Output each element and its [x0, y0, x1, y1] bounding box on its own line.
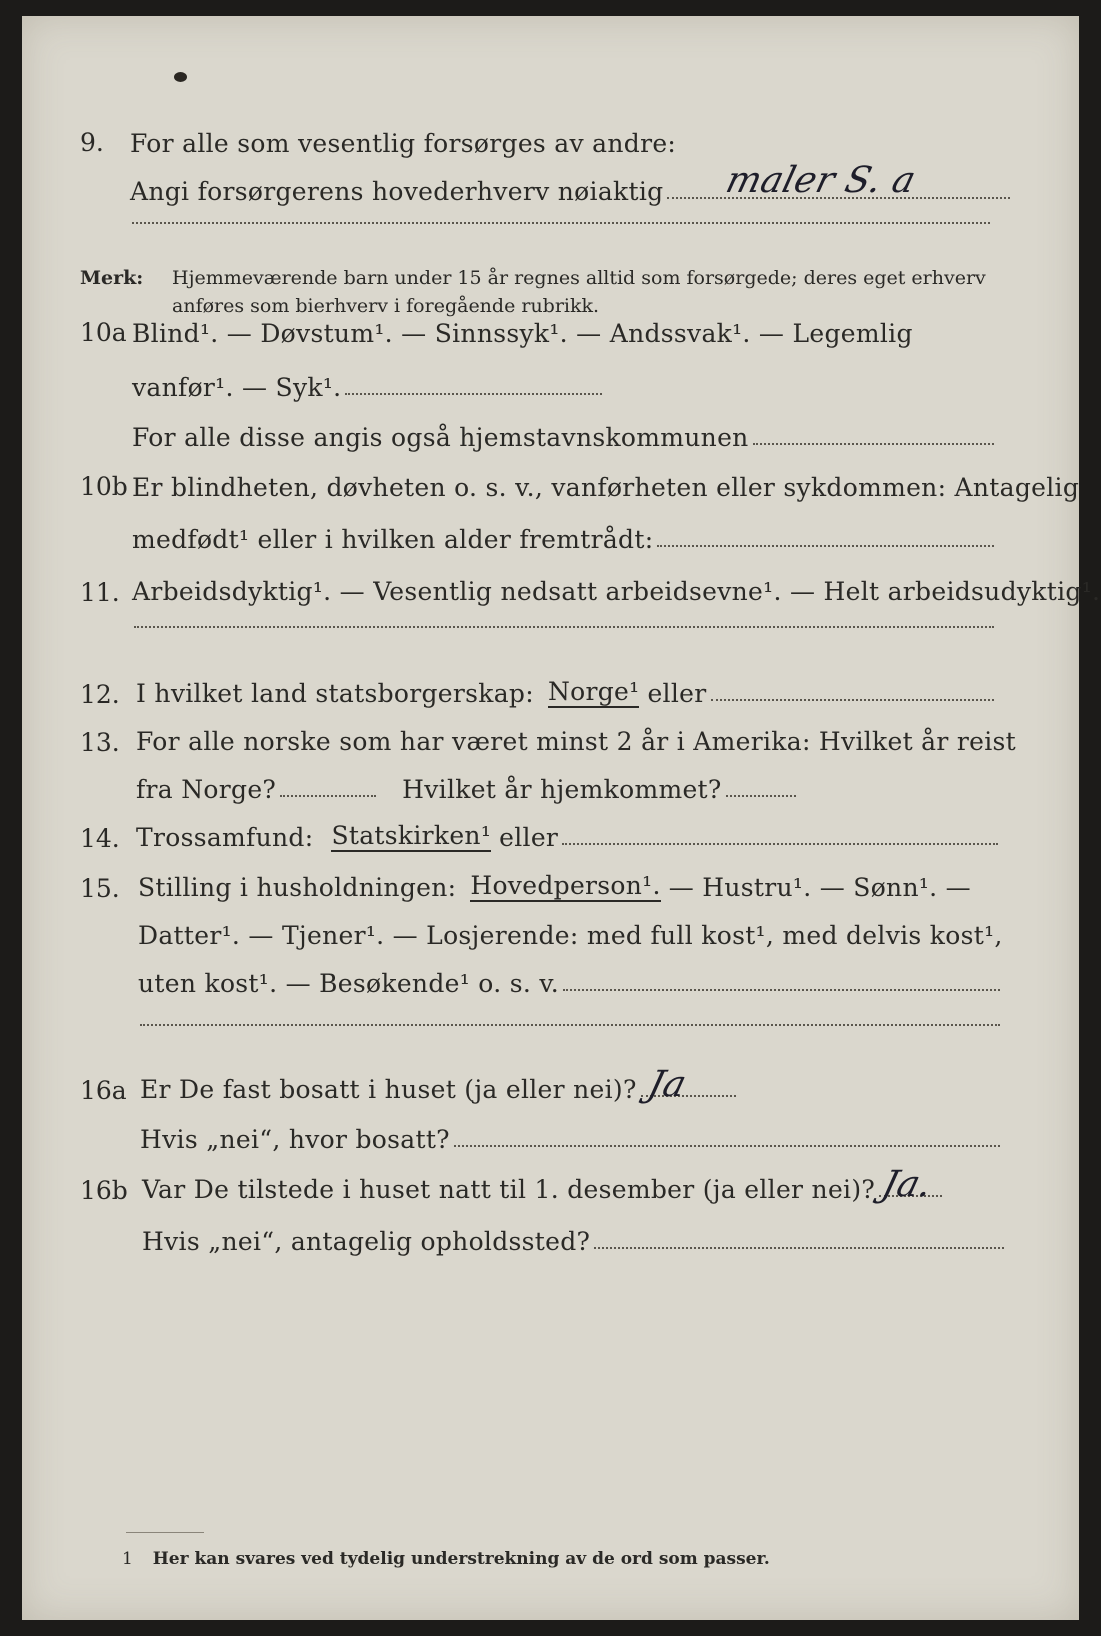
q12-eller: eller: [647, 679, 707, 708]
q10b-line1-text: Er blindheten, døvheten o. s. v., vanførheten eller sykdommen: Antagelig: [132, 473, 1080, 502]
q14-question: Trossamfund:: [136, 823, 314, 852]
q15-question: Stilling i husholdningen:: [138, 873, 457, 902]
q10a-line1-text: Blind¹. — Døvstum¹. — Sinnssyk¹. — Andssvak¹. — Legemlig: [132, 319, 913, 348]
q16b-line1: [142, 1162, 942, 1204]
q16a-line1: [140, 1062, 736, 1104]
footnote: [122, 1549, 770, 1569]
q11-line1-text: Arbeidsdyktig¹. — Vesentlig nedsatt arbeidsevne¹. — Helt arbeidsudyktig¹.: [132, 577, 1101, 606]
q11-number: 11.: [80, 578, 120, 607]
merk-label: Merk:: [80, 267, 144, 289]
q15-line2-text: Datter¹. — Tjener¹. — Losjerende: med full kost¹, med delvis kost¹,: [138, 921, 1003, 950]
q13-reist-line[interactable]: [280, 795, 376, 797]
q15-line2: [138, 908, 1018, 950]
q10a-syk-line[interactable]: [345, 393, 602, 395]
q9-number: 9.: [80, 128, 104, 157]
q11-line1: [132, 564, 1101, 606]
census-form-page: [22, 16, 1101, 1620]
q10b-answer-line[interactable]: [657, 545, 994, 547]
q16b-answer-line[interactable]: [877, 1164, 942, 1205]
q9-handwritten-answer: maler S. a: [722, 160, 921, 201]
q15-line3-text: uten kost¹. — Besøkende¹ o. s. v.: [138, 969, 560, 998]
q16a-answer-line[interactable]: [641, 1064, 736, 1105]
q10b-line2-text: medfødt¹ eller i hvilken alder fremtrådt:: [132, 525, 654, 554]
q16a-bosatt-label: Hvis „nei“, hvor bosatt?: [140, 1125, 450, 1154]
q10a-line3: [132, 410, 994, 452]
q9-line2-text: Angi forsørgerens hovederhverv nøiaktig: [130, 177, 664, 206]
q9-extra-line[interactable]: [132, 222, 990, 224]
footnote-text: Her kan svares ved tydelig understrekning av de ord som passer.: [152, 1549, 770, 1569]
q13-hjemkommet-label: Hvilket år hjemkommet?: [402, 775, 722, 804]
q10a-hjemstavn-line[interactable]: [753, 443, 994, 445]
ink-dot: [174, 72, 187, 82]
q13-line1-text: For alle norske som har været minst 2 år i Amerika: Hvilket år reist: [136, 727, 1017, 756]
q10a-line2-text: vanfør¹. — Syk¹.: [132, 373, 342, 402]
q10b-line1: [132, 460, 1080, 502]
q13-number: 13.: [80, 728, 120, 757]
q16a-handwritten-answer: Ja: [643, 1064, 691, 1105]
q16b-line2: [142, 1214, 1004, 1256]
q10b-number: 10b: [80, 472, 128, 501]
q9-answer-line[interactable]: [667, 160, 1010, 201]
q12-line: [136, 666, 994, 708]
q16b-handwritten-answer: Ja.: [877, 1164, 937, 1205]
q15-answer-line[interactable]: [563, 989, 1000, 991]
q12-number: 12.: [80, 680, 120, 709]
q15-hovedperson-underlined: Hovedperson¹.: [470, 871, 661, 900]
q12-answer-line[interactable]: [711, 699, 995, 701]
q15-line3: [138, 956, 1000, 998]
q16b-opholdssted-line[interactable]: [594, 1247, 1004, 1249]
q14-statskirken-underlined: Statskirken¹: [331, 821, 492, 850]
q16b-opholdssted-label: Hvis „nei“, antagelig opholdssted?: [142, 1227, 591, 1256]
q14-answer-line[interactable]: [562, 843, 998, 845]
q15-extra-line[interactable]: [140, 1024, 1000, 1026]
q13-reist-label: fra Norge?: [136, 775, 277, 804]
q9-line1-text: For alle som vesentlig forsørges av andre:: [130, 129, 677, 158]
q10b-line2: [132, 512, 994, 554]
q16b-number: 16b: [80, 1176, 128, 1205]
q14-number: 14.: [80, 824, 120, 853]
q10a-number: 10a: [80, 318, 127, 347]
q16a-bosatt-line[interactable]: [454, 1145, 1000, 1147]
q14-eller: eller: [499, 823, 559, 852]
footnote-number: 1: [122, 1549, 133, 1569]
q11-answer-line[interactable]: [134, 626, 994, 628]
q10a-line2: [132, 360, 602, 402]
q9-line1: [130, 116, 1010, 158]
q16a-number: 16a: [80, 1076, 127, 1105]
q10a-line1: [132, 306, 992, 348]
q12-question: I hvilket land statsborgerskap:: [136, 679, 534, 708]
q9-line2: [130, 160, 1010, 206]
q12-norge-underlined: Norge¹: [547, 677, 640, 706]
footnote-rule: [126, 1532, 204, 1533]
q13-line2: [136, 762, 796, 804]
merk-line1: Hjemmeværende barn under 15 år regnes alltid som forsørgede; deres eget erhverv: [172, 267, 986, 289]
q15-line1-rest: — Hustru¹. — Sønn¹. —: [668, 873, 971, 902]
q13-hjemkommet-line[interactable]: [726, 795, 796, 797]
q15-number: 15.: [80, 874, 120, 903]
q13-line1: [136, 714, 1016, 756]
q16b-question: Var De tilstede i huset natt til 1. desember (ja eller nei)?: [142, 1175, 876, 1204]
merk-line2: anføres som bierhverv i foregående rubrikk.: [172, 295, 600, 317]
q16a-question: Er De fast bosatt i huset (ja eller nei)?: [140, 1075, 637, 1104]
q10a-line3-text: For alle disse angis også hjemstavnskommunen: [132, 423, 749, 452]
q14-line: [136, 810, 998, 852]
q15-line1: [138, 860, 1018, 902]
q16a-line2: [140, 1112, 1000, 1154]
